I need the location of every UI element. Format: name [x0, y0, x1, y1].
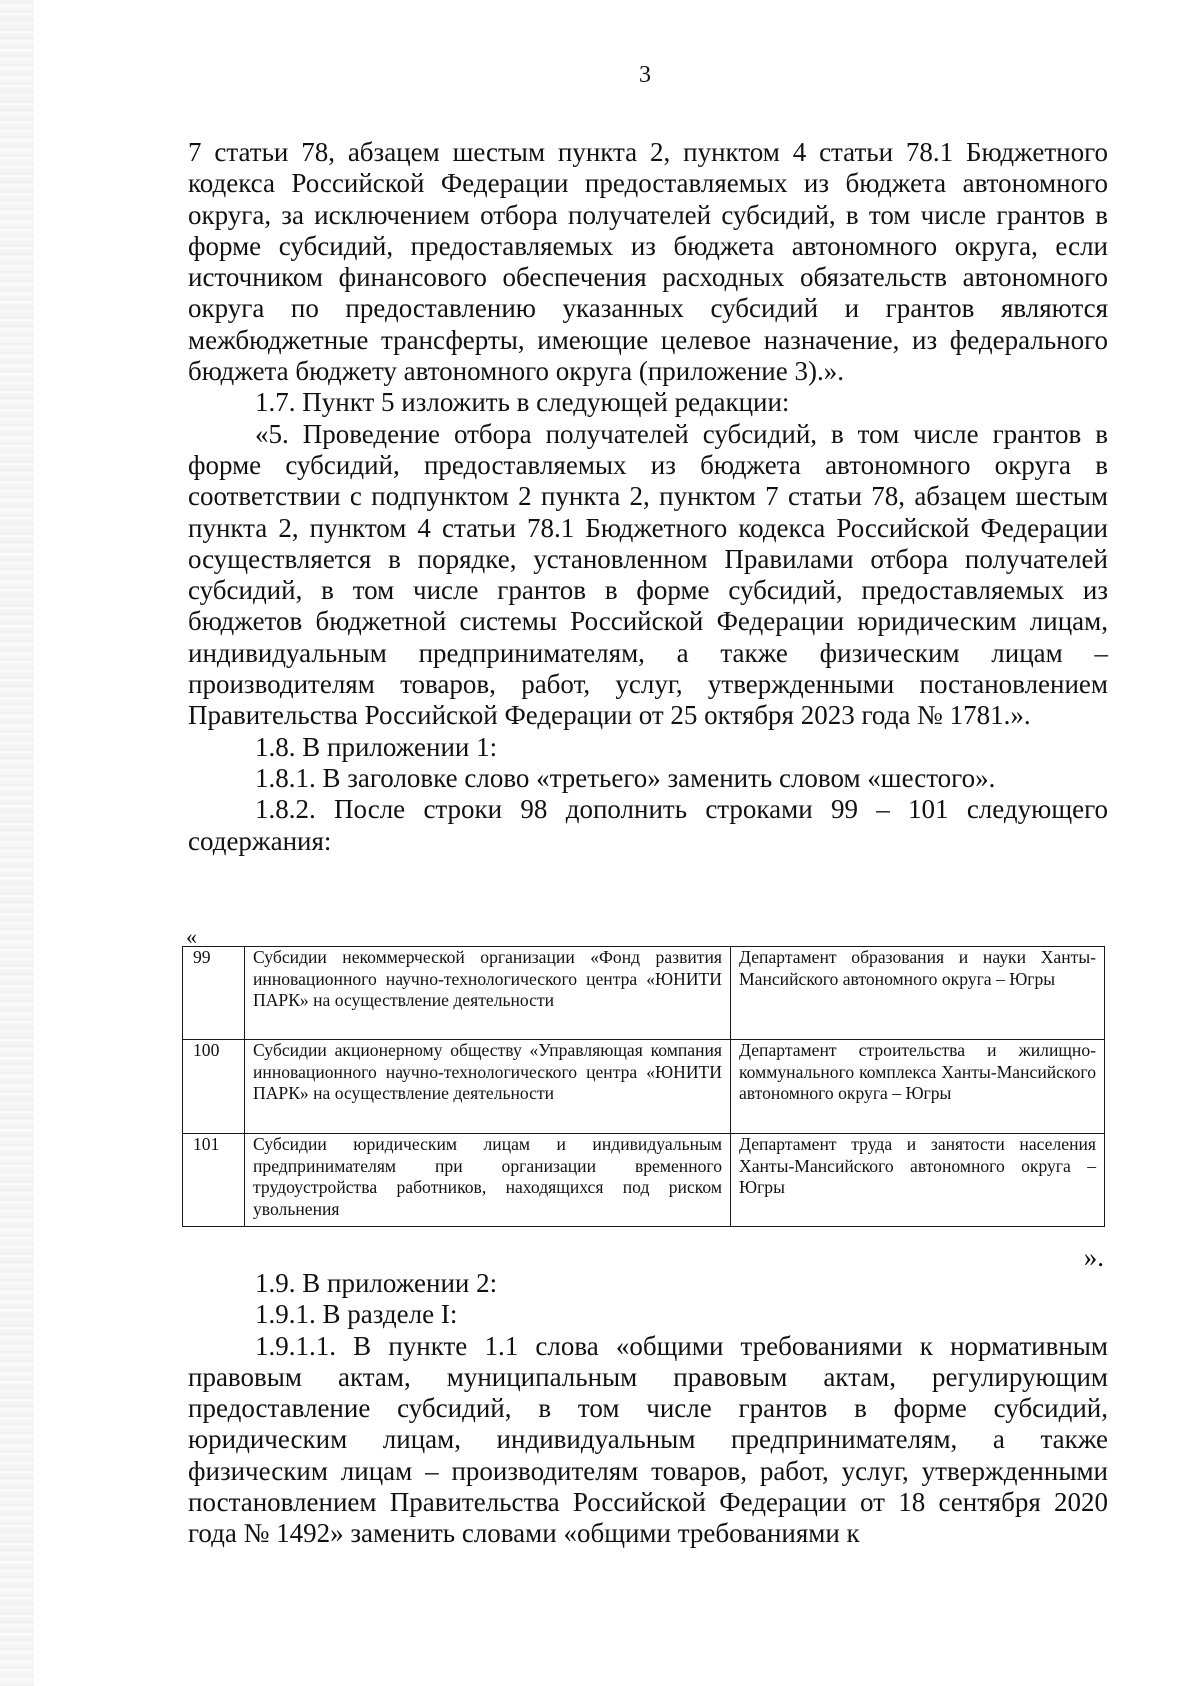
- upper-text-block: [188, 137, 1108, 857]
- table-quote-open: «: [186, 924, 197, 949]
- row-number: 100: [183, 1040, 245, 1134]
- department-name: Департамент образования и науки Ханты-Мансийского автономного округа – Югры: [731, 947, 1105, 1040]
- paragraph-item-5-quote: «5. Проведение отбора получателей субсидий, в том числе грантов в форме субсидий, предоставляемых из бюджета автономного округа в соответствии с подпунктом 2 пункта 2, пунктом 7 статьи 78, абзацем шестым пункта 2, пунктом 4 статьи 78.1 Бюджетного кодекса Российской Федерации осуществляется в порядке, установленном Правилами отбора получателей субсидий, в том числе грантов в форме субсидий, предоставляемых из бюджетов бюджетной системы Российской Федерации юридическим лицам, индивидуальным предпринимателям, а также физическим лицам – производителям товаров, работ, услуг, утвержденными постановлением Правительства Российской Федерации от 25 октября 2023 года № 1781.».: [188, 418, 1108, 731]
- lower-text-block: [188, 1268, 1108, 1550]
- paragraph-continuation: 7 статьи 78, абзацем шестым пункта 2, пунктом 4 статьи 78.1 Бюджетного кодекса Российской Федерации предоставляемых из бюджета автономного округа, за исключением отбора получателей субсидий, в том числе грантов в форме субсидий, предоставляемых из бюджета автономного округа, если источником финансового обеспечения расходных обязательств автономного округа по предоставлению указанных субсидий и грантов являются межбюджетные трансферты, имеющие целевое назначение, из федерального бюджета бюджету автономного округа (приложение 3).».: [188, 137, 1108, 387]
- scan-edge-artifact: [0, 0, 34, 1686]
- paragraph-1-8-1: 1.8.1. В заголовке слово «третьего» заменить словом «шестого».: [255, 762, 996, 793]
- paragraph-1-7: 1.7. Пункт 5 изложить в следующей редакции:: [255, 387, 790, 418]
- row-number: 99: [183, 947, 245, 1040]
- table-row: [183, 947, 1105, 1040]
- paragraph-1-9-1: 1.9.1. В разделе I:: [255, 1299, 458, 1330]
- subsidy-name: Субсидии акционерному обществу «Управляющая компания инновационного научно-технологического центра «ЮНИТИ ПАРК» на осуществление деятельности: [245, 1040, 731, 1134]
- paragraph-1-9-1-1: 1.9.1.1. В пункте 1.1 слова «общими требованиями к нормативным правовым актам, муниципальным правовым актам, регулирующим предоставление субсидий, в том числе грантов в форме субсидий, юридическим лицам, индивидуальным предпринимателям, а также физическим лицам – производителям товаров, работ, услуг, утвержденными постановлением Правительства Российской Федерации от 18 сентября 2020 года № 1492» заменить словами «общими требованиями к: [188, 1330, 1108, 1549]
- department-name: Департамент труда и занятости населения Ханты-Мансийского автономного округа – Югры: [731, 1134, 1105, 1227]
- page-number: 3: [639, 62, 651, 88]
- table-row: [183, 1040, 1105, 1134]
- row-number: 101: [183, 1134, 245, 1227]
- paragraph-1-8-2: 1.8.2. После строки 98 дополнить строками 99 – 101 следующего содержания:: [188, 794, 1108, 856]
- table-quote-close: ».: [1083, 1242, 1104, 1272]
- subsidy-name: Субсидии некоммерческой организации «Фонд развития инновационного научно-технологического центра «ЮНИТИ ПАРК» на осуществление деятельности: [245, 947, 731, 1040]
- department-name: Департамент строительства и жилищно-коммунального комплекса Ханты-Мансийского автономного округа – Югры: [731, 1040, 1105, 1134]
- paragraph-1-9: 1.9. В приложении 2:: [255, 1268, 498, 1298]
- subsidy-name: Субсидии юридическим лицам и индивидуальным предпринимателям при организации временного трудоустройства работников, находящихся под риском увольнения: [245, 1134, 731, 1227]
- annex-table: [182, 946, 1105, 1227]
- table-row: [183, 1134, 1105, 1227]
- paragraph-1-8: 1.8. В приложении 1:: [255, 731, 498, 762]
